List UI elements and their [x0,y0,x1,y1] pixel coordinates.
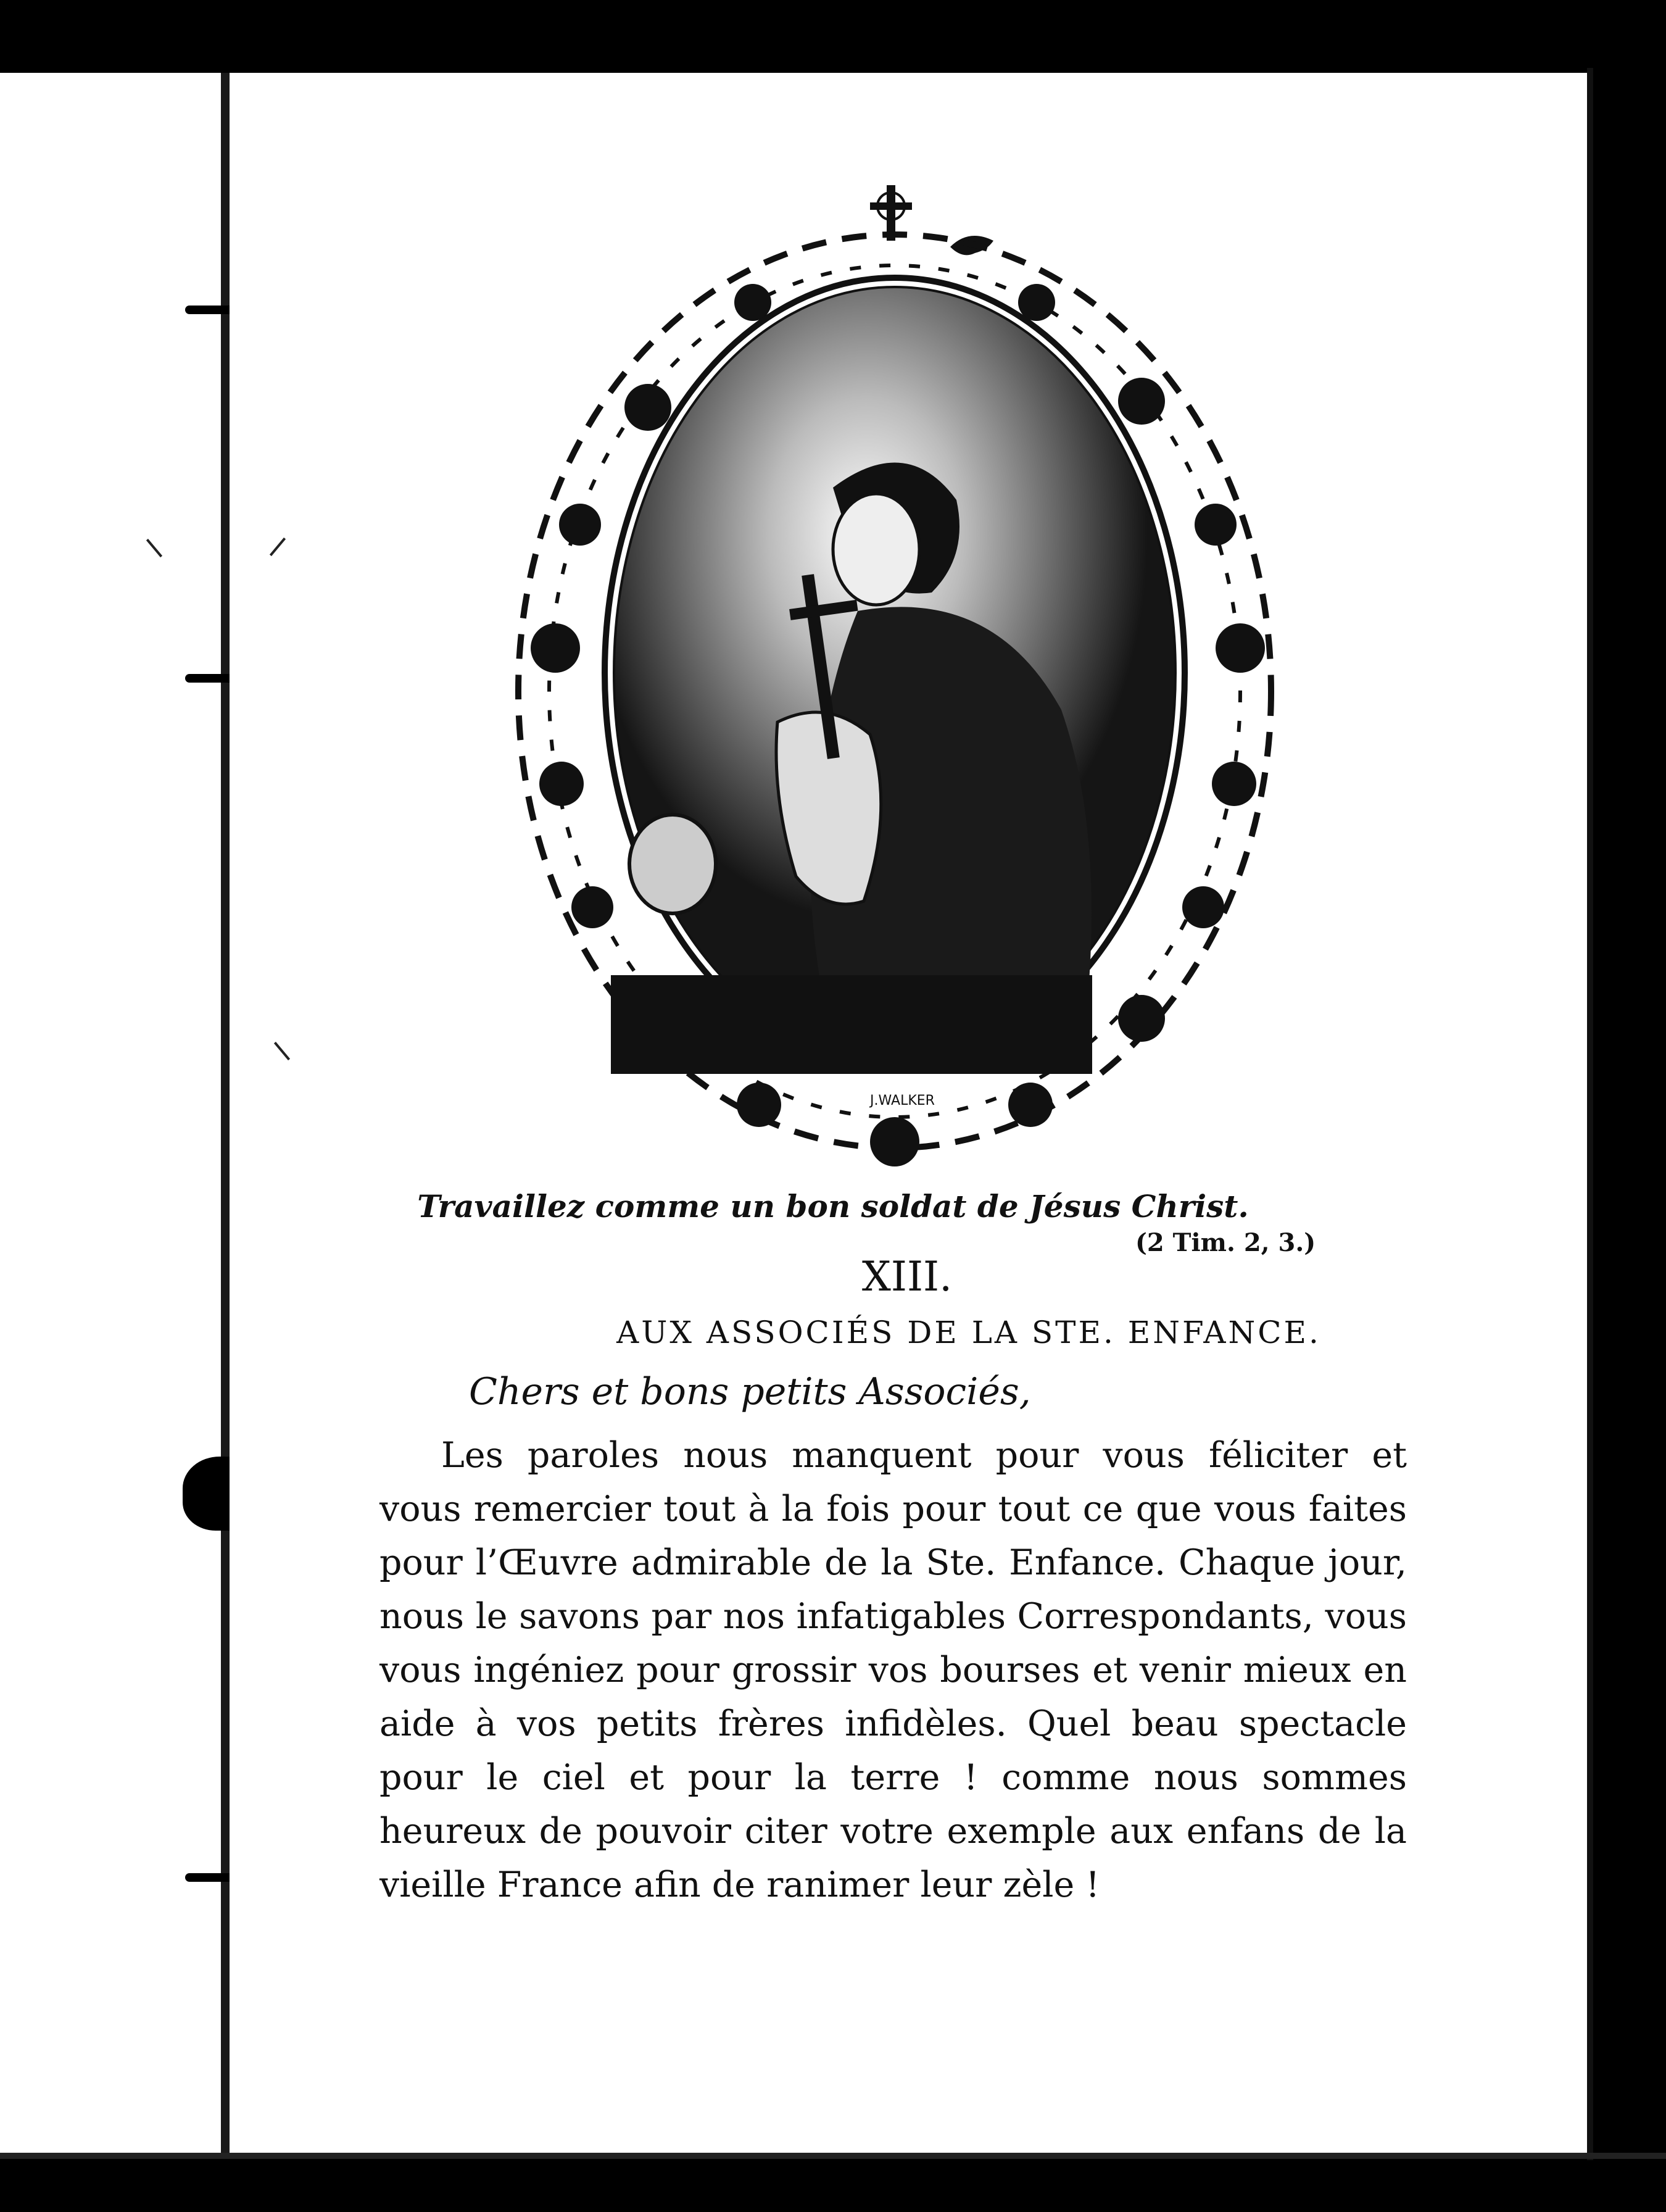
right-page-edge [1587,68,1593,2160]
body-paragraph: Les paroles nous manquent pour vous féliciter et vous remercier tout à la fois pour tout ce que vous faites pour l’Œuvre admirable de la Ste. Enfance. Chaque jour, nous le savons par nos infatigables Correspondants, vous vous ingéniez pour grossir vos bourses et venir mieux en aide à vos petits frères infidèles. Quel beau spectacle pour le ciel et pour la terre ! comme nous sommes heureux de pouvoir citer votre exemple aux enfans de la vieille France afin de ranimer leur zèle ! [379,1435,1407,1905]
left-page-edge [0,73,223,2153]
engraver-signature: J.WALKER [870,1093,935,1108]
skull-icon [629,815,716,913]
binding-gutter [221,73,230,2153]
chapter-heading: AUX ASSOCIÉS DE LA STE. ENFANCE. [616,1315,1321,1350]
chapter-number: XIII. [861,1253,953,1300]
scripture-citation: (2 Tim. 2, 3.) [1135,1228,1316,1257]
bottom-page-edge [0,2153,1666,2159]
illustration-caption: Travaillez comme un bon soldat de Jésus Christ. [417,1188,1249,1224]
salutation: Chers et bons petits Associés, [469,1370,1031,1413]
table-icon [611,975,1092,1074]
saint-engraving [487,179,1302,1179]
